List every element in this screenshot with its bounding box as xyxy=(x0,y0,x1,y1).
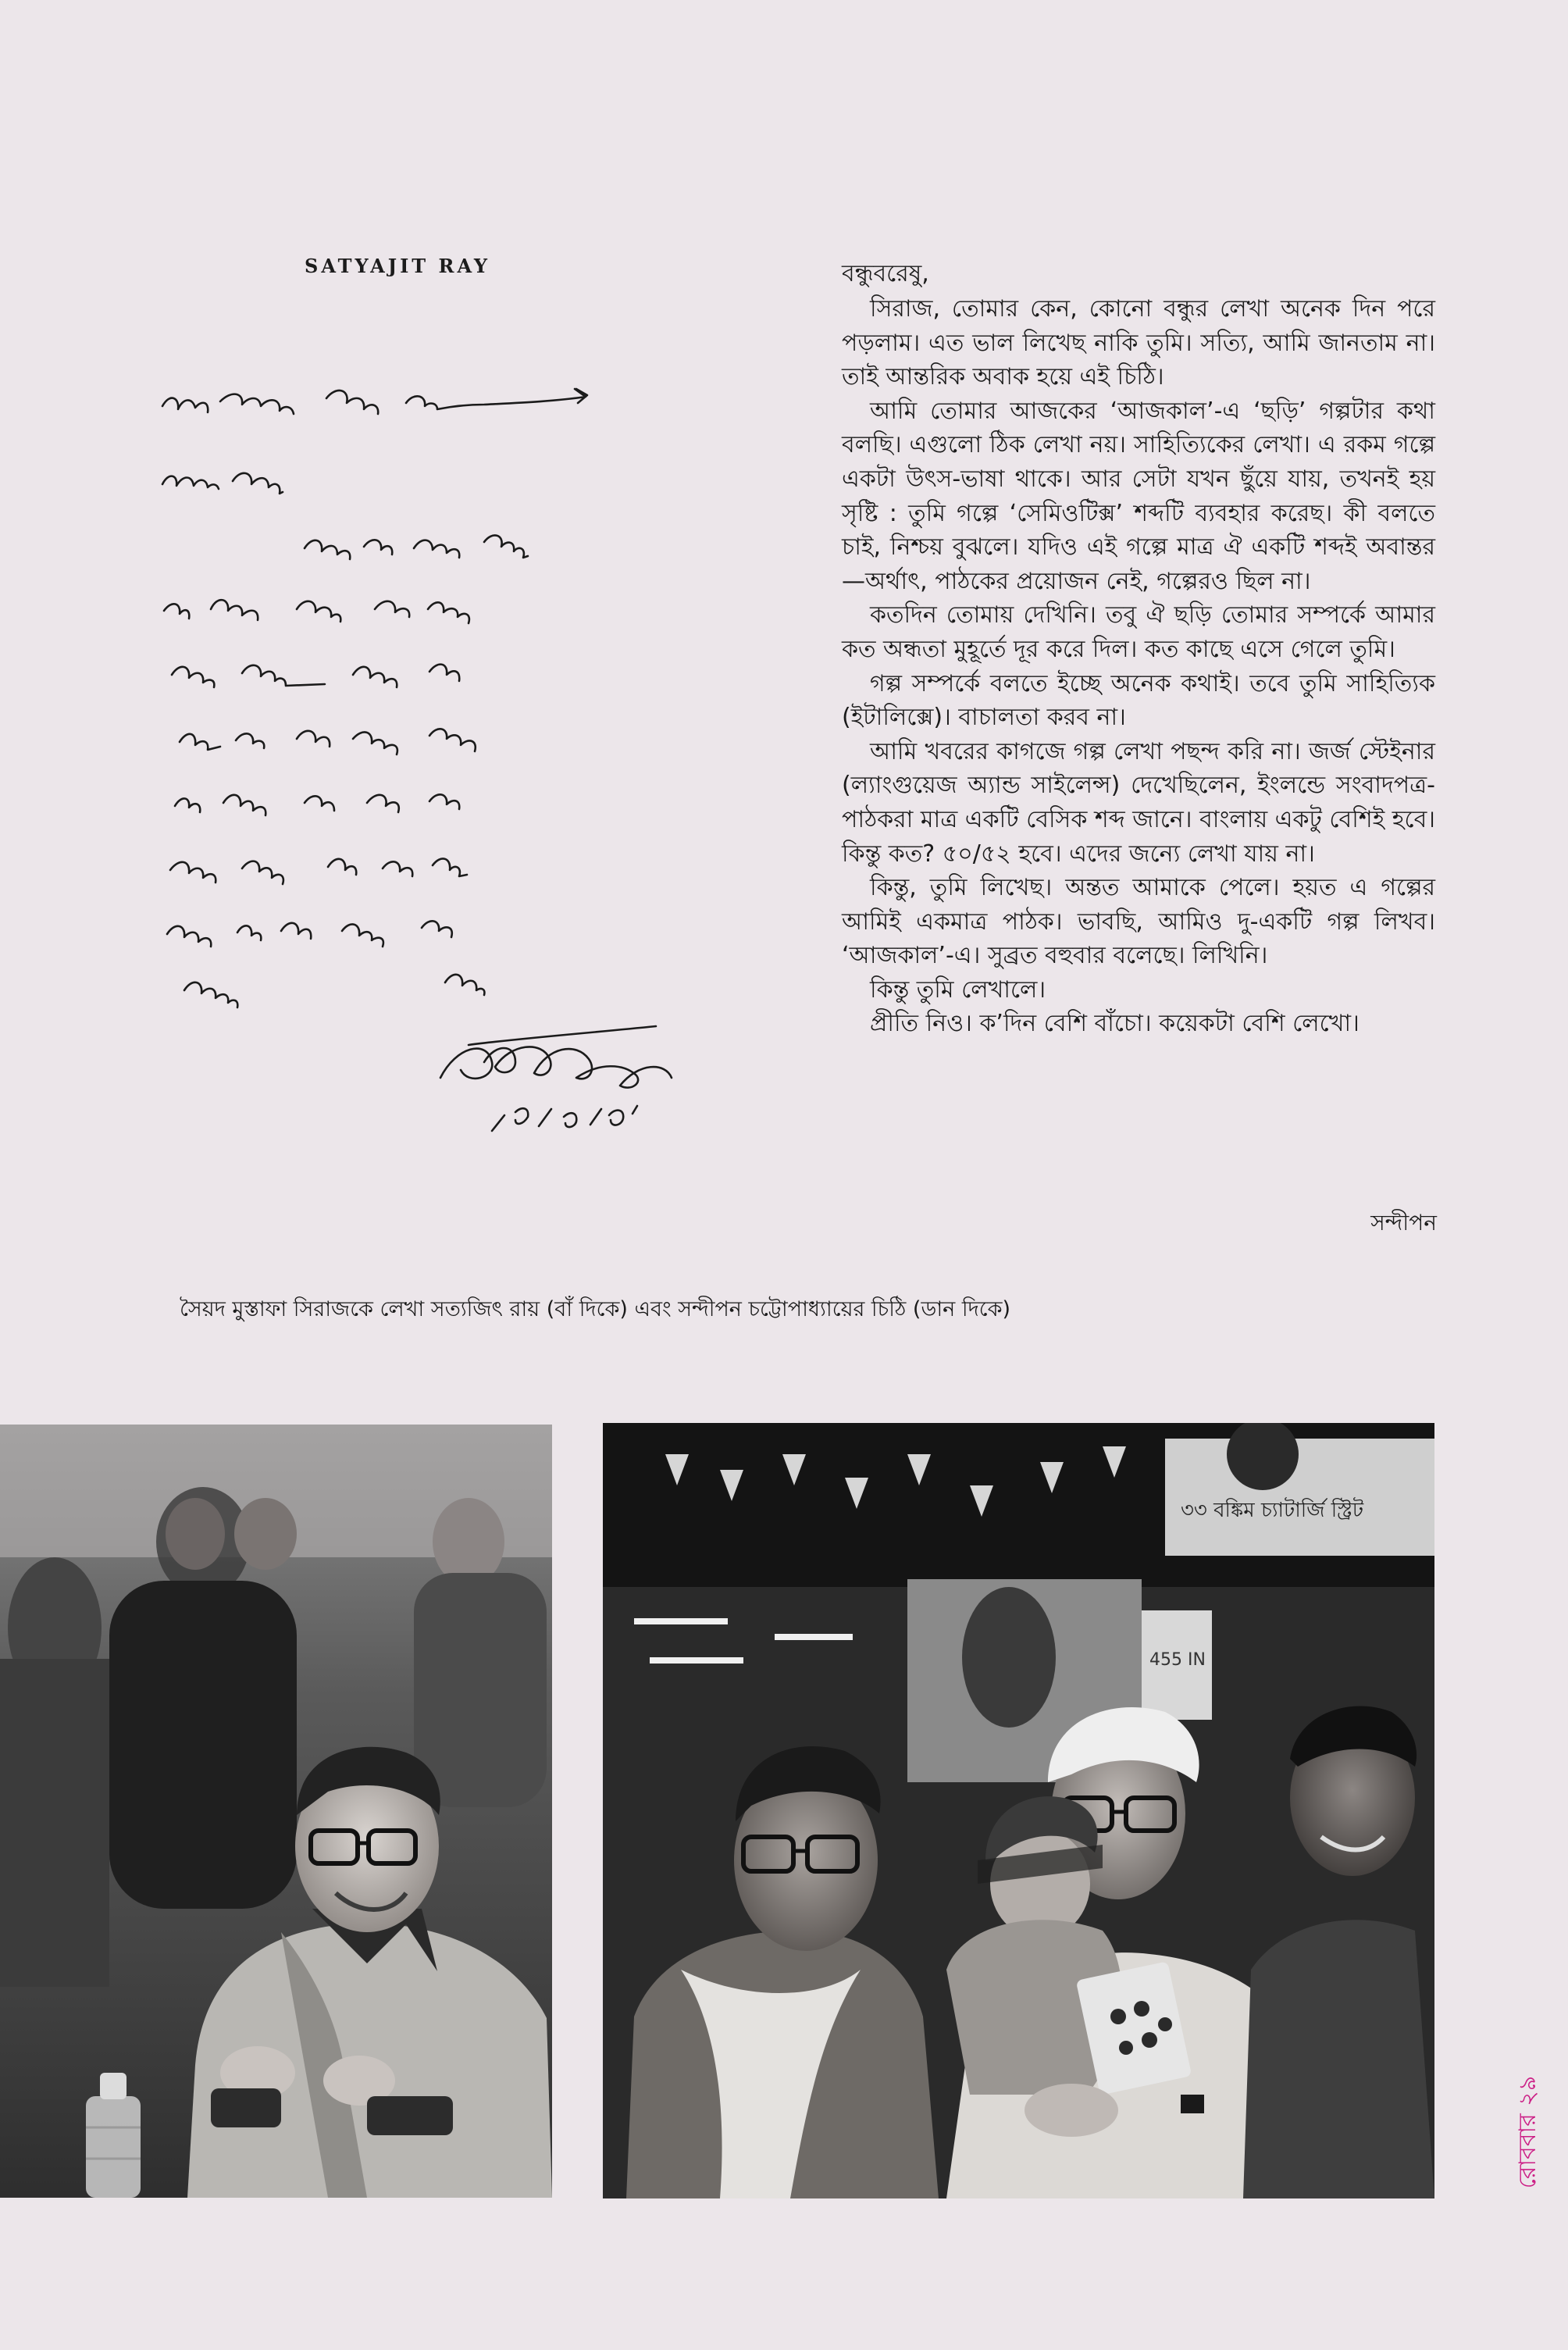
ray-handwritten-letter-image xyxy=(148,375,742,1211)
photo-caption: সৈয়দ মুস্তাফা সিরাজকে লেখা সত্যজিৎ রায় (বাঁ দিকে) এবং সন্দীপন চট্টোপাধ্যায়ের চিঠি (ডান দিকে) xyxy=(180,1297,1011,1321)
shop-sign-text: 455 IN xyxy=(1149,1650,1206,1670)
letter-paragraph: কিন্তু তুমি লেখালে। xyxy=(870,975,1046,1004)
letter-paragraph: কিন্তু, তুমি লিখেছ। অন্তত আমাকে পেলে। হয়ত এ গল্পের আমিই একমাত্র পাঠক। ভাবছি, আমিও দু-একটি গল্প লিখব। ‘আজকাল’-এ। সুব্রত বহুবার বলেছে। লিখিনি। xyxy=(842,874,1435,970)
letter-signature: সন্দীপন xyxy=(1370,1210,1437,1236)
photo-three-men-with-child xyxy=(603,1423,1434,2198)
letter-paragraph: কতদিন তোমায় দেখিনি। তবু ঐ ছড়ি তোমার সম্পর্কে আমার কত অন্ধতা মুহূর্তে দূর করে দিল। কত কাছে এসে গেলে তুমি। xyxy=(842,601,1435,663)
satyajit-ray-letter xyxy=(148,234,742,1211)
photo-man-smiling xyxy=(0,1425,552,2198)
folio-text: রোববার ২৯ xyxy=(1514,2075,1541,2189)
sandipan-letter xyxy=(842,256,1435,1041)
letter-salutation: বন্ধুবরেষু, xyxy=(842,260,929,287)
shop-banner-text: ৩৩ বঙ্কিম চ্যাটার্জি স্ট্রিট xyxy=(1181,1499,1364,1522)
letter-paragraph: প্রীতি নিও। ক’দিন বেশি বাঁচো। কয়েকটা বেশি লেখো। xyxy=(870,1010,1360,1038)
photo-left-image xyxy=(0,1425,552,2198)
ray-letterhead: SATYAJIT RAY xyxy=(305,255,491,277)
letter-paragraph: গল্প সম্পর্কে বলতে ইচ্ছে অনেক কথাই। তবে তুমি সাহিত্যিক (ইটালিক্সে)। বাচালতা করব না। xyxy=(842,669,1435,732)
letter-paragraph: সিরাজ, তোমার কেন, কোনো বন্ধুর লেখা অনেক দিন পরে পড়লাম। এত ভাল লিখেছ নাকি তুমি। সত্যি, আমি জানতাম না। তাই আন্তরিক অবাক হয়ে এই চিঠি। xyxy=(842,295,1435,391)
letter-paragraph: আমি খবরের কাগজে গল্প লেখা পছন্দ করি না। জর্জ স্টেইনার (ল্যাংগুয়েজ অ্যান্ড সাইলেন্স) দেখেছিলেন, ইংলন্ডে সংবাদপত্র-পাঠকরা মাত্র একটি বেসিক শব্দ জানে। বাংলায় একটু বেশিই হবে। কিন্তু কত? ৫০/৫২ হবে। এদের জন্যে লেখা যায় না। xyxy=(842,737,1435,868)
photo-right-image xyxy=(603,1423,1434,2198)
letter-paragraph: আমি তোমার আজকের ‘আজকাল’-এ ‘ছড়ি’ গল্পটার কথা বলছি। এগুলো ঠিক লেখা নয়। সাহিত্যিকের লেখা। এ রকম গল্পে একটা উৎস-ভাষা থাকে। আর সেটা যখন ছুঁয়ে যায়, তখনই হয় সৃষ্টি : তুমি গল্পে ‘সেমিওটিক্স’ শব্দটি ব্যবহার করেছ। কী বলতে চাই, নিশ্চয় বুঝলে। যদিও এই গল্পে মাত্র ঐ একটি শব্দই অবান্তর—অর্থাৎ, পাঠকের প্রয়োজন নেই, গল্পেরও ছিল না। xyxy=(842,397,1435,595)
